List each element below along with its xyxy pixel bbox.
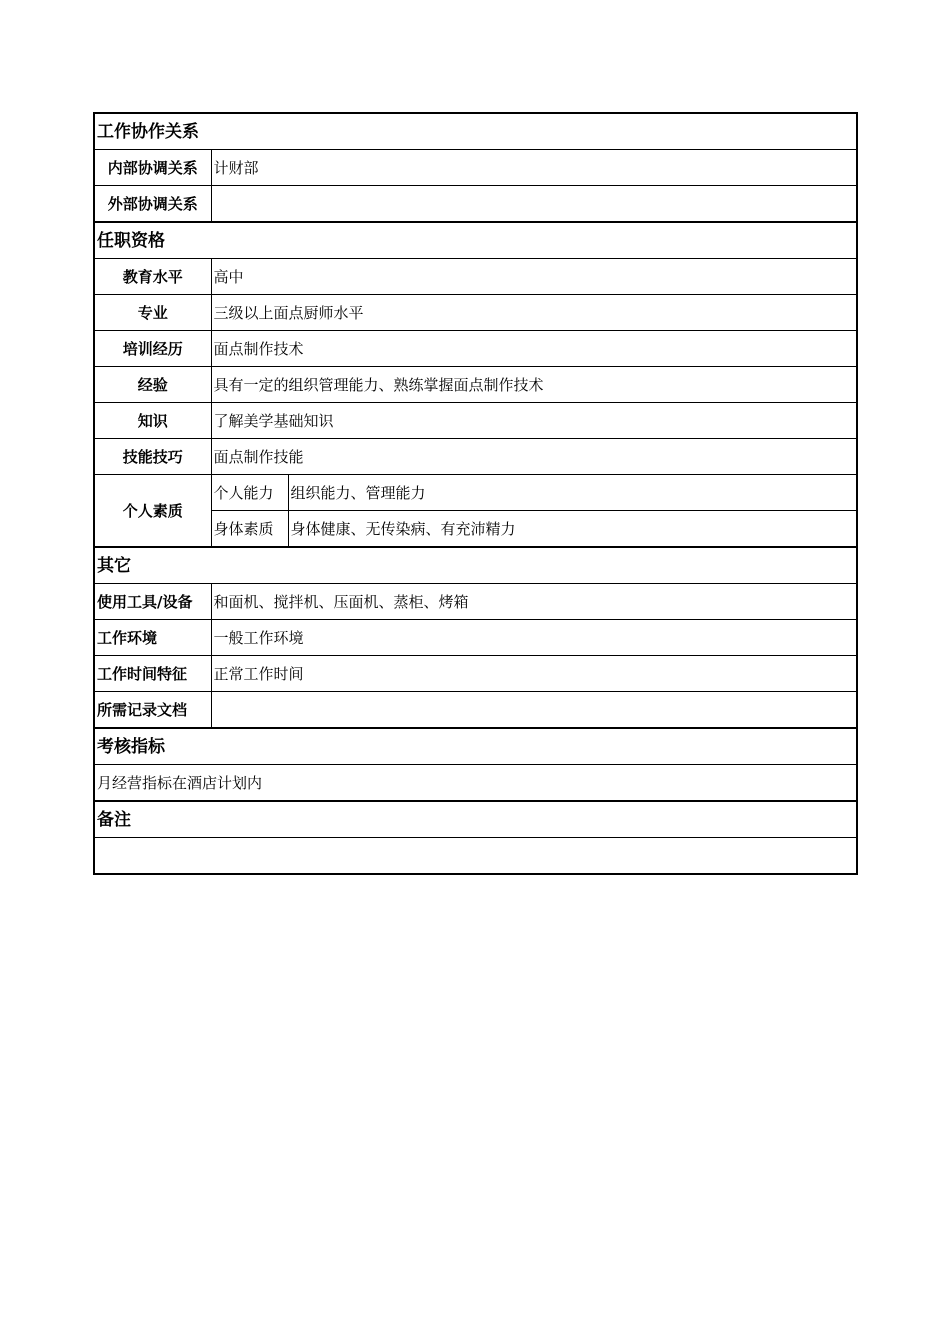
section-other: [94, 547, 857, 584]
external-coordination-value: [211, 186, 857, 223]
tools-label: 使用工具/设备: [94, 584, 211, 620]
education-value: 高中: [211, 259, 857, 295]
section-remarks: [94, 801, 857, 838]
section-heading-remarks: 备注: [94, 801, 857, 838]
training-label: 培训经历: [94, 331, 211, 367]
external-coordination-label: 外部协调关系: [94, 186, 211, 223]
table-row: [94, 584, 857, 620]
table-row: [94, 186, 857, 223]
work-hours-label: 工作时间特征: [94, 656, 211, 692]
internal-coordination-label: 内部协调关系: [94, 150, 211, 186]
table-row: [94, 620, 857, 656]
environment-label: 工作环境: [94, 620, 211, 656]
section-qualifications: [94, 222, 857, 259]
records-value: [211, 692, 857, 729]
records-label: 所需记录文档: [94, 692, 211, 729]
table-row: [94, 150, 857, 186]
table-row: [94, 295, 857, 331]
knowledge-label: 知识: [94, 403, 211, 439]
environment-value: 一般工作环境: [211, 620, 857, 656]
table-row: [94, 692, 857, 729]
job-description-table: [93, 112, 858, 875]
remarks-value: [94, 838, 857, 875]
section-collaboration: [94, 113, 857, 150]
section-heading-qualifications: 任职资格: [94, 222, 857, 259]
personal-ability-value: 组织能力、管理能力: [288, 475, 857, 511]
section-heading-collaboration: 工作协作关系: [94, 113, 857, 150]
skills-value: 面点制作技能: [211, 439, 857, 475]
skills-label: 技能技巧: [94, 439, 211, 475]
training-value: 面点制作技术: [211, 331, 857, 367]
section-heading-other: 其它: [94, 547, 857, 584]
table-row: [94, 656, 857, 692]
major-value: 三级以上面点厨师水平: [211, 295, 857, 331]
table-row: [94, 475, 857, 511]
knowledge-value: 了解美学基础知识: [211, 403, 857, 439]
section-assessment: [94, 728, 857, 765]
table-row: [94, 439, 857, 475]
personal-quality-label: 个人素质: [94, 475, 211, 548]
table-row: [94, 403, 857, 439]
personal-ability-label: 个人能力: [211, 475, 288, 511]
experience-label: 经验: [94, 367, 211, 403]
tools-value: 和面机、搅拌机、压面机、蒸柜、烤箱: [211, 584, 857, 620]
internal-coordination-value: 计财部: [211, 150, 857, 186]
work-hours-value: 正常工作时间: [211, 656, 857, 692]
education-label: 教育水平: [94, 259, 211, 295]
physical-quality-label: 身体素质: [211, 511, 288, 548]
assessment-value: 月经营指标在酒店计划内: [94, 765, 857, 802]
major-label: 专业: [94, 295, 211, 331]
section-heading-assessment: 考核指标: [94, 728, 857, 765]
table-row: [94, 765, 857, 802]
table-row: [94, 331, 857, 367]
experience-value: 具有一定的组织管理能力、熟练掌握面点制作技术: [211, 367, 857, 403]
table-row: [94, 259, 857, 295]
table-row: [94, 367, 857, 403]
physical-quality-value: 身体健康、无传染病、有充沛精力: [288, 511, 857, 548]
table-row: [94, 838, 857, 875]
